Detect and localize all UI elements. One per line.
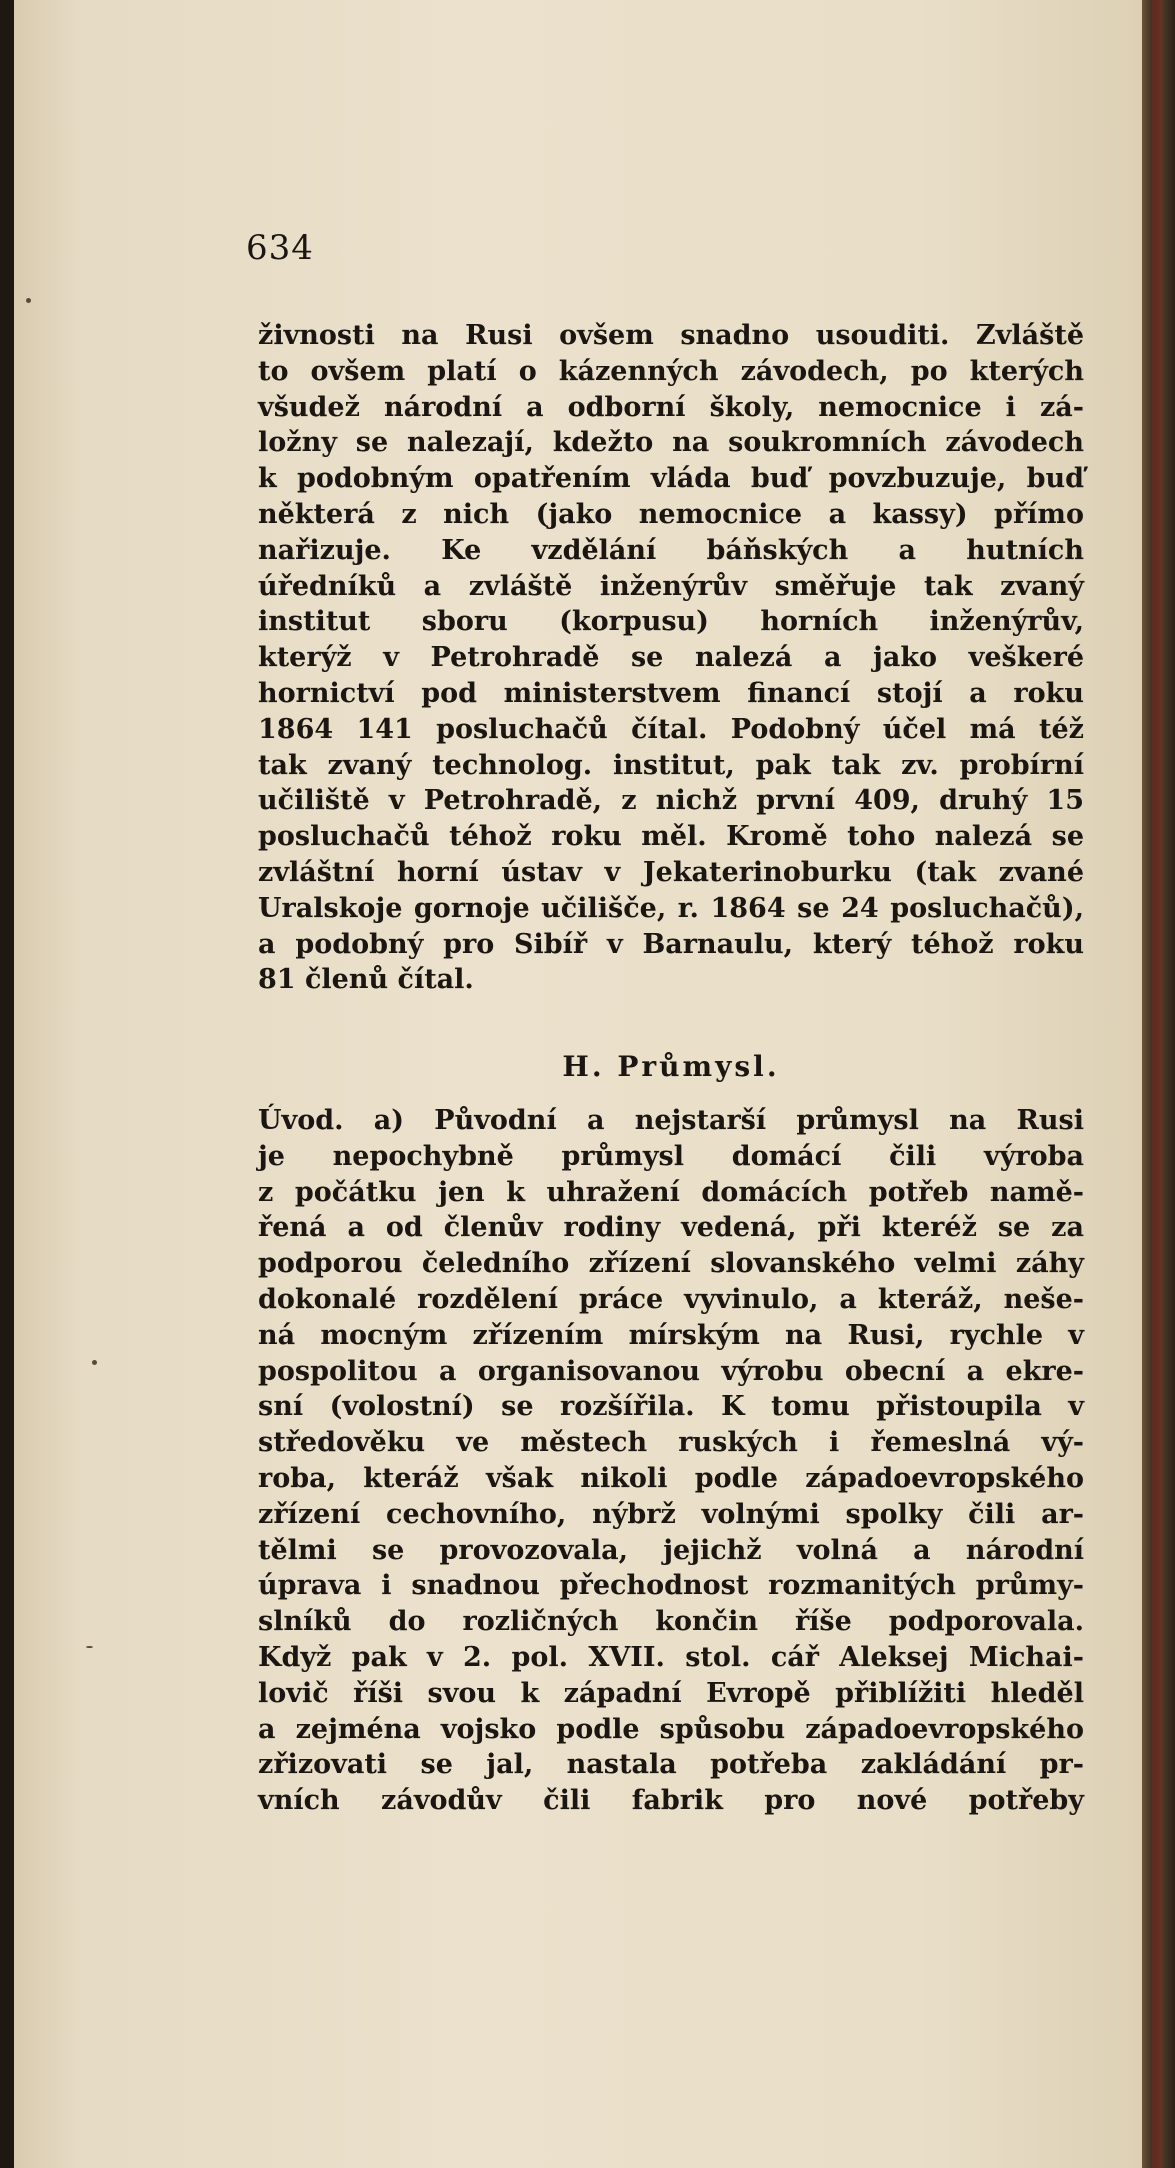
text-line: institut sboru (korpusu) horních inženýrův, bbox=[258, 606, 1084, 638]
text-line: podporou čeledního zřízení slovanského velmi záhy bbox=[258, 1248, 1084, 1280]
text-line: a zejména vojsko podle spůsobu západoevropského bbox=[258, 1713, 1084, 1745]
paragraph-1 bbox=[258, 318, 1084, 998]
text-line: Uralskoje gornoje učilišče, r. 1864 se 24 posluchačů), bbox=[258, 892, 1084, 924]
text-line: roba, kteráž však nikoli podle západoevropského bbox=[258, 1462, 1084, 1494]
text-line: sní (volostní) se rozšířila. K tomu přistoupila v bbox=[258, 1391, 1084, 1423]
section-heading: H. Průmysl. bbox=[562, 1050, 780, 1083]
text-line: lovič říši svou k západní Evropě přiblížiti hleděl bbox=[258, 1677, 1084, 1709]
text-line: a podobný pro Sibíř v Barnaulu, který téhož roku bbox=[258, 928, 1084, 960]
text-line: 1864 141 posluchačů čítal. Podobný účel má též bbox=[258, 713, 1084, 745]
text-line: dokonalé rozdělení práce vyvinulo, a kteráž, neše- bbox=[258, 1283, 1084, 1315]
text-line: je nepochybně průmysl domácí čili výroba bbox=[258, 1140, 1084, 1172]
text-line: hornictví pod ministerstvem financí stojí a roku bbox=[258, 677, 1084, 709]
spine-edge bbox=[1152, 0, 1162, 2168]
text-line: Když pak v 2. pol. XVII. stol. cář Aleksej Michai- bbox=[258, 1641, 1084, 1673]
paragraph-2 bbox=[258, 1103, 1084, 1819]
page-speck bbox=[86, 1646, 93, 1648]
text-line: pospolitou a organisovanou výrobu obecní a ekre- bbox=[258, 1355, 1084, 1387]
text-line: učiliště v Petrohradě, z nichž první 409, druhý 15 bbox=[258, 785, 1084, 817]
text-line: k podobným opatřením vláda buď povzbuzuje, buď bbox=[258, 463, 1084, 495]
text-line: 81 členů čítal. bbox=[258, 964, 474, 996]
text-line: středověku ve městech ruských i řemeslná vý- bbox=[258, 1427, 1084, 1459]
page-speck bbox=[26, 298, 31, 303]
text-line: zřizovati se jal, nastala potřeba zakládání pr- bbox=[258, 1749, 1084, 1781]
page-number: 634 bbox=[246, 228, 314, 268]
text-line: Úvod. a) Původní a nejstarší průmysl na Rusi bbox=[258, 1105, 1084, 1136]
page-speck bbox=[92, 1360, 97, 1365]
text-line: slníků do rozličných končin říše podporovala. bbox=[258, 1606, 1084, 1638]
text-line: tělmi se provozovala, jejichž volná a národní bbox=[258, 1534, 1084, 1566]
text-line: tak zvaný technolog. institut, pak tak zv. probírní bbox=[258, 749, 1084, 781]
text-line: posluchačů téhož roku měl. Kromě toho nalezá se bbox=[258, 821, 1084, 853]
text-line: ná mocným zřízením mírským na Rusi, rychle v bbox=[258, 1319, 1084, 1351]
text-line: všudež národní a odborní školy, nemocnice i zá- bbox=[258, 391, 1084, 423]
text-line: zřízení cechovního, nýbrž volnými spolky čili ar- bbox=[258, 1498, 1084, 1530]
text-line: kterýž v Petrohradě se nalezá a jako veškeré bbox=[258, 642, 1084, 674]
text-line: ložny se nalezají, kdežto na soukromních závodech bbox=[258, 427, 1084, 459]
text-line: živnosti na Rusi ovšem snadno usouditi. Zvláště bbox=[258, 320, 1084, 351]
text-line: zvláštní horní ústav v Jekaterinoburku (tak zvané bbox=[258, 856, 1084, 888]
text-line: vních závodův čili fabrik pro nové potřeby bbox=[258, 1785, 1084, 1817]
text-line: to ovšem platí o kázenných závodech, po kterých bbox=[258, 355, 1084, 387]
text-line: řená a od členův rodiny vedená, při kteréž se za bbox=[258, 1212, 1084, 1244]
text-line: některá z nich (jako nemocnice a kassy) přímo bbox=[258, 498, 1084, 530]
text-line: nařizuje. Ke vzdělání báňských a hutních bbox=[258, 534, 1084, 566]
text-line: úředníků a zvláště inženýrův směřuje tak zvaný bbox=[258, 570, 1084, 602]
text-line: z počátku jen k uhražení domácích potřeb namě- bbox=[258, 1176, 1084, 1208]
text-line: úprava i snadnou přechodnost rozmanitých průmy- bbox=[258, 1570, 1084, 1602]
